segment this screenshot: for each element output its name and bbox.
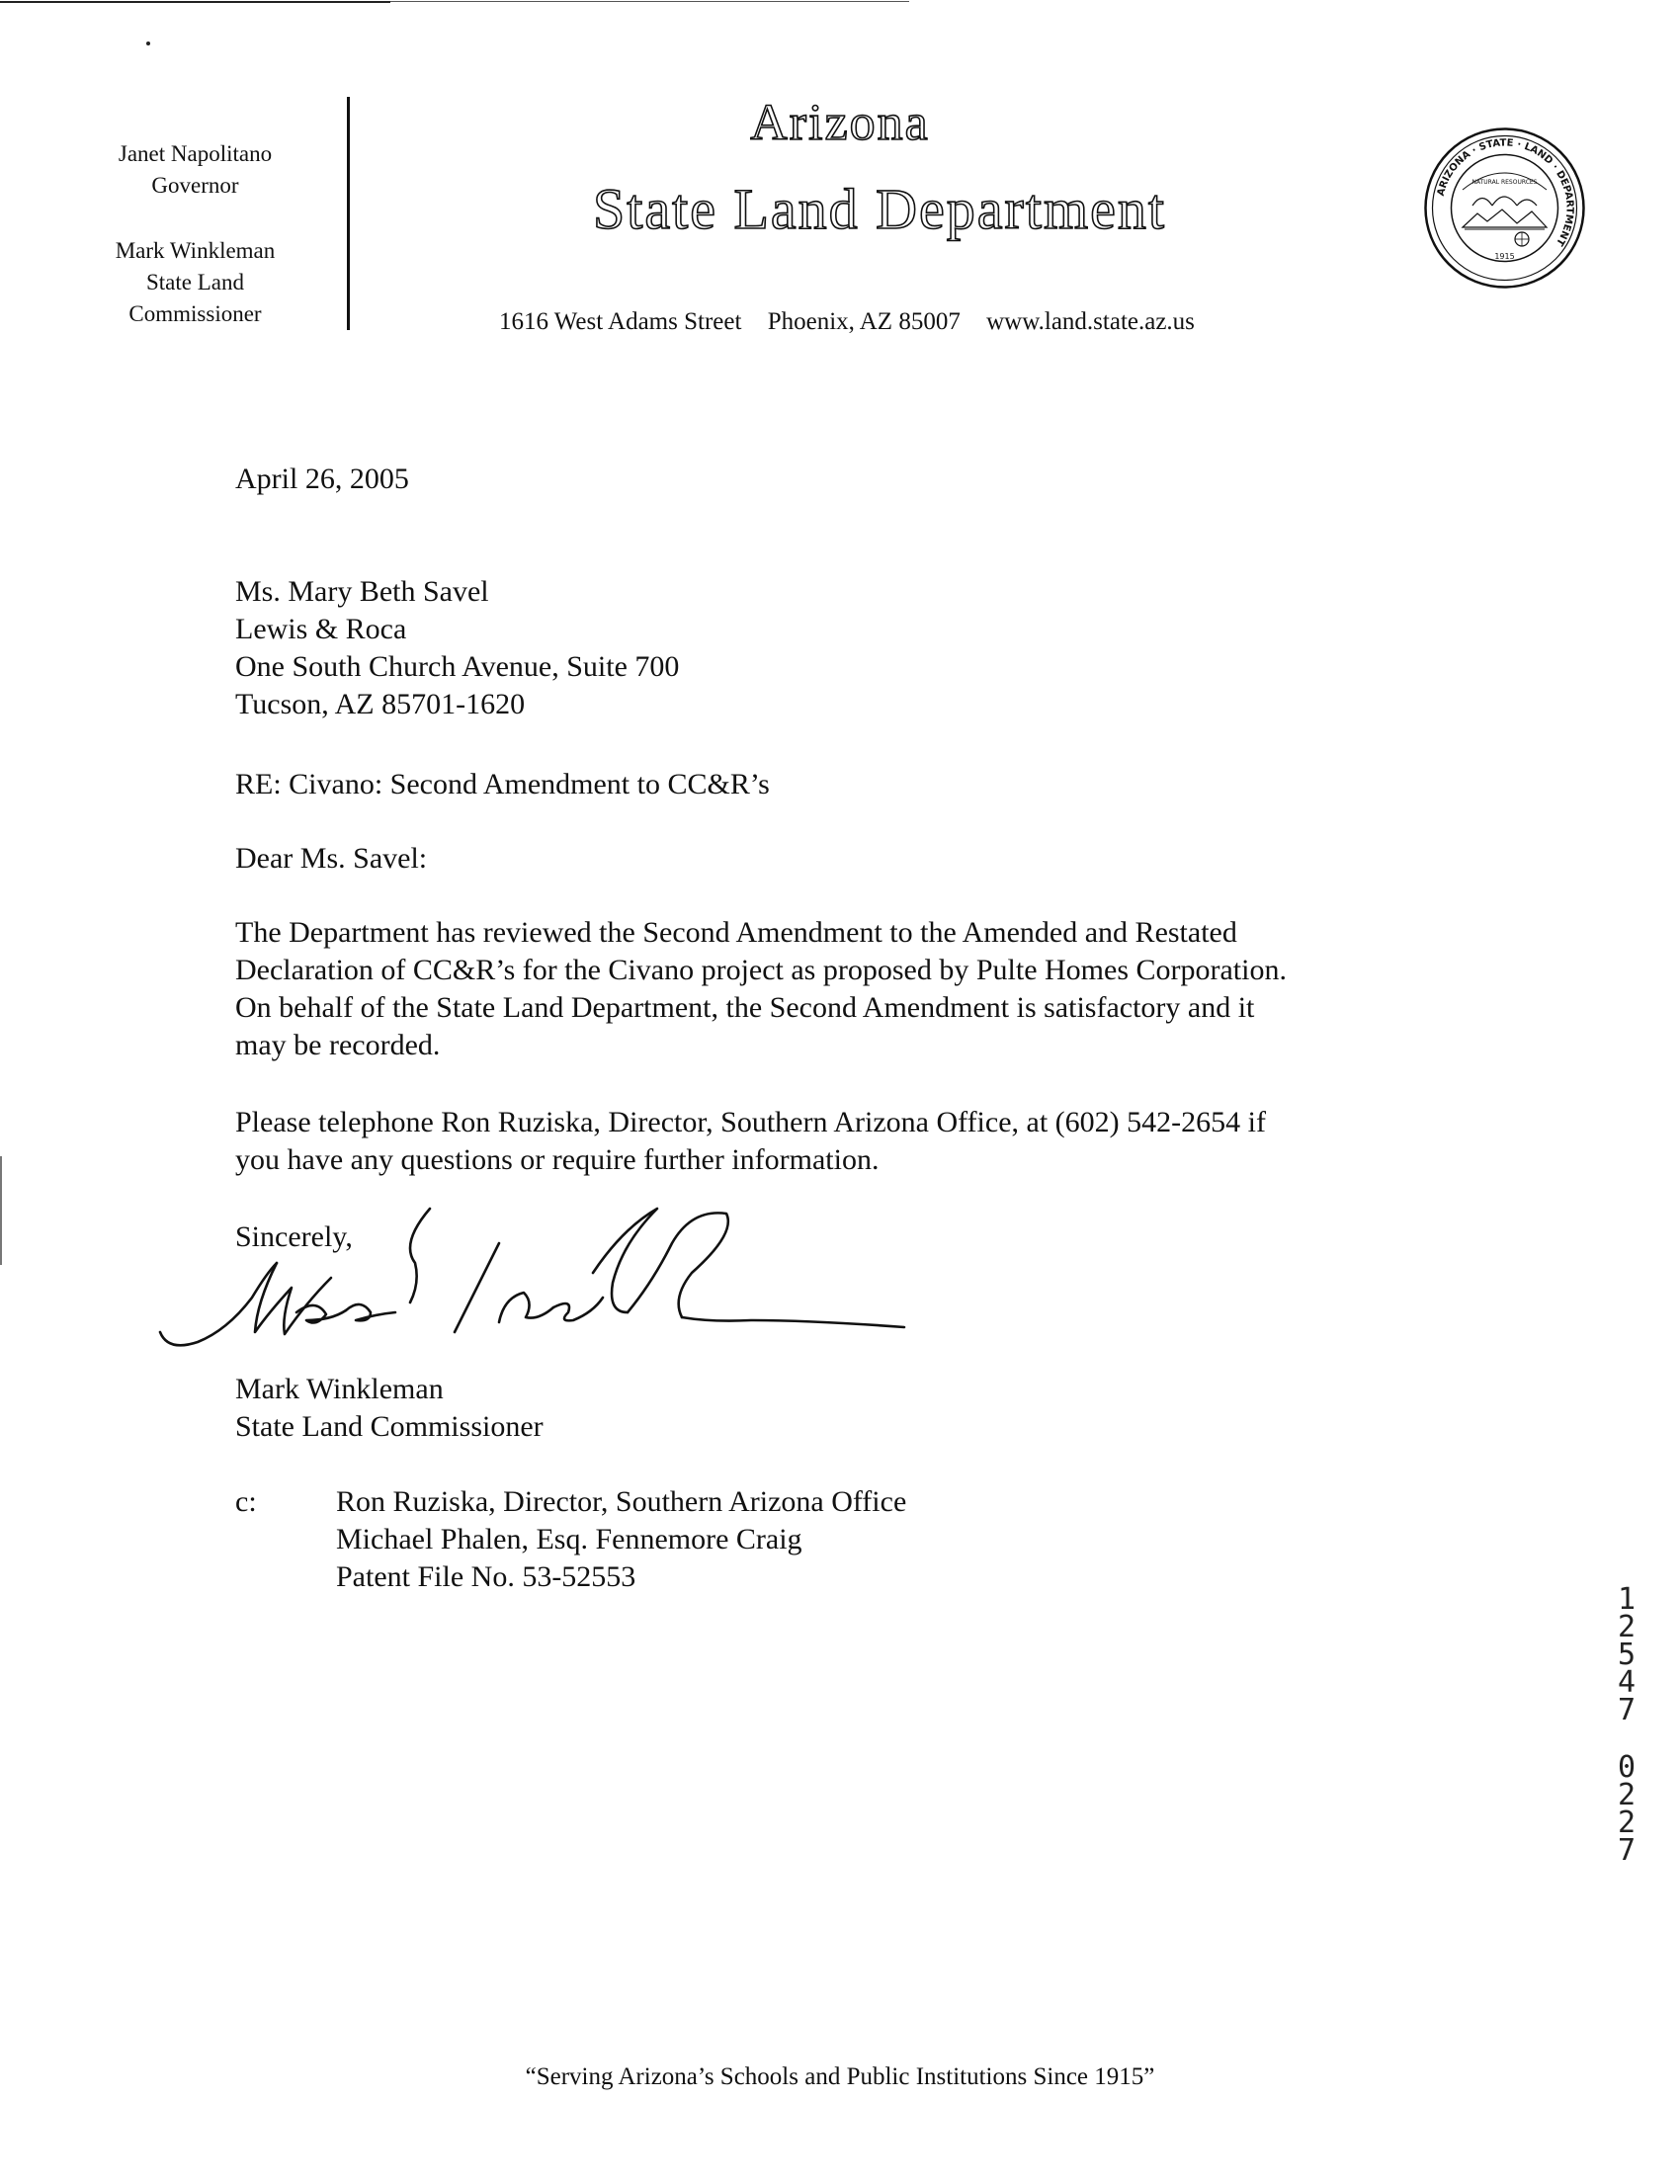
stamp-digit: 4 xyxy=(1617,1665,1637,1700)
signer-block xyxy=(235,1371,1441,1446)
stamp-digit: 7 xyxy=(1617,1833,1637,1868)
body-paragraph xyxy=(235,914,1441,1064)
commissioner-title: Commissioner xyxy=(128,301,262,326)
paragraph-line: Declaration of CC&R’s for the Civano project as proposed by Pulte Homes Corporation. xyxy=(235,954,1287,986)
letter-date: April 26, 2005 xyxy=(235,462,409,495)
handwritten-signature xyxy=(158,1204,959,1377)
paragraph-line: Please telephone Ron Ruziska, Director, Southern Arizona Office, at (602) 542-2654 if xyxy=(235,1106,1266,1138)
paragraph-line: On behalf of the State Land Department, the Second Amendment is satisfactory and it xyxy=(235,991,1255,1024)
signer-title: State Land Commissioner xyxy=(235,1410,544,1443)
recipient-address xyxy=(235,573,1441,723)
svg-text:ARIZONA · STATE · LAND · DEPAR: ARIZONA · STATE · LAND · DEPARTMENT xyxy=(1435,137,1575,248)
body-paragraph xyxy=(235,1104,1441,1179)
document-number-stamp xyxy=(1607,1582,1646,1868)
svg-text:NATURAL RESOURCES: NATURAL RESOURCES xyxy=(1471,179,1538,186)
commissioner-name: Mark Winkleman xyxy=(115,238,276,263)
address-website: www.land.state.az.us xyxy=(986,308,1195,335)
footer-motto: “Serving Arizona’s Schools and Public Institutions Since 1915” xyxy=(525,2063,1155,2090)
governor-name: Janet Napolitano xyxy=(118,141,273,166)
governor-title: Governor xyxy=(151,173,239,198)
stamp-digit: 2 xyxy=(1617,1778,1637,1812)
letterhead-subtitle: State Land Department xyxy=(593,177,1166,241)
scan-speck xyxy=(146,42,150,45)
paragraph-line: The Department has reviewed the Second Amendment to the Amended and Restated xyxy=(235,916,1237,949)
cc-list xyxy=(336,1483,906,1596)
paragraph-line: you have any questions or require further information. xyxy=(235,1143,880,1176)
closing: Sincerely, xyxy=(235,1220,353,1253)
stamp-digit: 2 xyxy=(1617,1610,1637,1644)
stamp-digit: 1 xyxy=(1617,1582,1637,1617)
recipient-line: One South Church Avenue, Suite 700 xyxy=(235,650,680,683)
address-city: Phoenix, AZ 85007 xyxy=(767,308,961,335)
cc-item: Patent File No. 53-52553 xyxy=(336,1560,636,1593)
officials-block xyxy=(69,138,321,330)
cc-item: Michael Phalen, Esq. Fennemore Craig xyxy=(336,1523,802,1555)
recipient-line: Lewis & Roca xyxy=(235,613,407,645)
stamp-digit: 2 xyxy=(1617,1806,1637,1840)
letterhead-address xyxy=(499,308,1215,336)
scan-edge-line xyxy=(0,1,390,3)
subject-line: RE: Civano: Second Amendment to CC&R’s xyxy=(235,768,770,800)
letterhead-title: Arizona xyxy=(750,95,930,151)
scan-edge-line xyxy=(0,1156,2,1265)
seal-year: 1915 xyxy=(1494,252,1515,261)
paragraph-line: may be recorded. xyxy=(235,1029,441,1061)
signer-name: Mark Winkleman xyxy=(235,1373,444,1405)
stamp-digit: 5 xyxy=(1617,1638,1637,1672)
scan-edge-line xyxy=(390,1,909,2)
stamp-digit: 0 xyxy=(1617,1750,1637,1785)
cc-item: Ron Ruziska, Director, Southern Arizona Office xyxy=(336,1485,907,1518)
salutation: Dear Ms. Savel: xyxy=(235,842,428,875)
state-seal-icon xyxy=(1423,126,1586,290)
address-street: 1616 West Adams Street xyxy=(499,308,742,335)
cc-label: c: xyxy=(235,1485,257,1518)
stamp-digit: 7 xyxy=(1617,1693,1637,1727)
header-divider xyxy=(347,97,350,330)
commissioner-title: State Land xyxy=(146,270,244,294)
recipient-line: Ms. Mary Beth Savel xyxy=(235,575,489,608)
recipient-line: Tucson, AZ 85701-1620 xyxy=(235,688,526,720)
